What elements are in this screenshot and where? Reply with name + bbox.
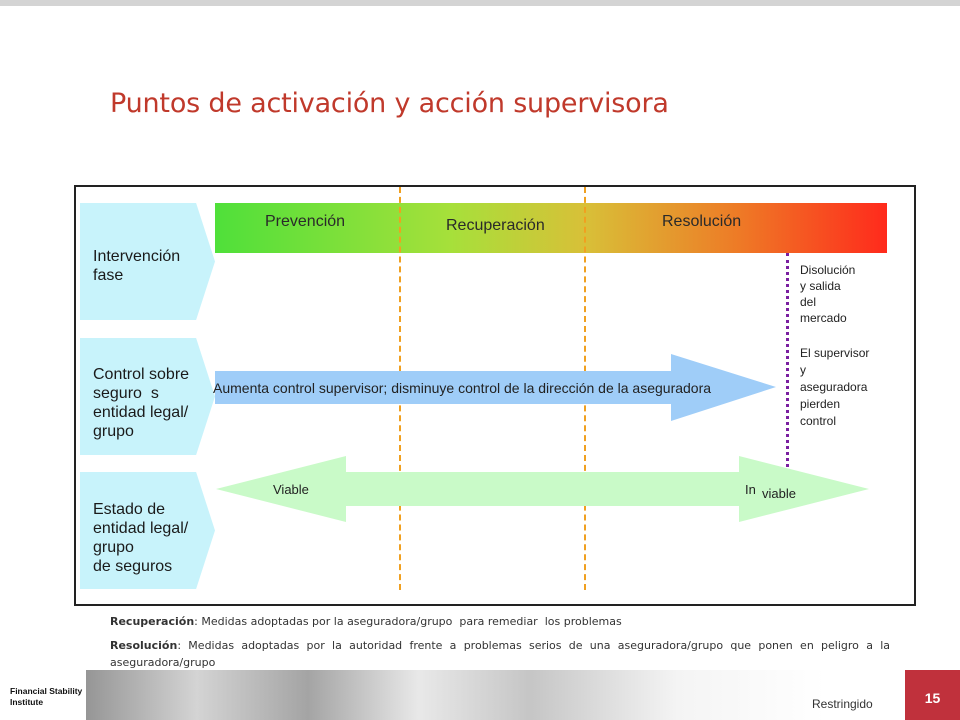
row-label-line: Estado de bbox=[93, 501, 166, 518]
definition-term: Recuperación bbox=[110, 615, 195, 628]
side-note-line: control bbox=[800, 414, 837, 428]
definition-term: Resolución bbox=[110, 639, 178, 652]
side-note-line: mercado bbox=[800, 311, 847, 325]
row-label-line: Control sobre bbox=[93, 366, 190, 383]
side-note-line: Disolución bbox=[800, 263, 856, 277]
definition-recuperacion bbox=[110, 613, 900, 630]
phase-prevencion: Prevención bbox=[265, 213, 346, 230]
side-note-line: y bbox=[800, 363, 806, 377]
dotted-divider-resolucion bbox=[786, 253, 789, 467]
definition-resolucion bbox=[110, 637, 890, 671]
side-note-line: El supervisor bbox=[800, 346, 870, 360]
slide-title: Puntos de activación y acción supervisora bbox=[110, 88, 669, 119]
inviable-label-suffix: viable bbox=[762, 486, 796, 501]
definition-text: : Medidas adoptadas por la autoridad frente a problemas serios de una aseguradora/grupo que ponen en peligro a la aseguradora/grupo bbox=[110, 639, 890, 669]
side-note-line: pierden bbox=[800, 397, 841, 411]
side-note-line: del bbox=[800, 295, 817, 309]
row-label-line: seguro s bbox=[93, 385, 159, 402]
viable-label: Viable bbox=[273, 482, 309, 497]
classification-label: Restringido bbox=[812, 697, 873, 711]
logo-line: Institute bbox=[10, 697, 44, 707]
control-arrow-label: Aumenta control supervisor; disminuye control de la dirección de la aseguradora bbox=[213, 380, 712, 396]
row-label-line: fase bbox=[93, 267, 124, 284]
row-label-line: grupo bbox=[93, 423, 134, 440]
side-note-line: aseguradora bbox=[800, 380, 868, 394]
phase-recuperacion: Recuperación bbox=[446, 217, 545, 234]
row-label-line: entidad legal/ bbox=[93, 404, 189, 421]
definition-text: : Medidas adoptadas por la aseguradora/grupo para remediar los problemas bbox=[194, 615, 622, 628]
side-note-line: y salida bbox=[800, 279, 841, 293]
footer-building-image bbox=[86, 670, 826, 720]
row-label-line: grupo bbox=[93, 539, 134, 556]
row-label-line: de seguros bbox=[93, 558, 173, 575]
page-number: 15 bbox=[924, 690, 941, 706]
inviable-label-prefix: In bbox=[745, 482, 756, 497]
side-note-supervisor bbox=[800, 345, 869, 430]
row-label-line: Intervención bbox=[93, 248, 181, 265]
logo-line: Financial Stability bbox=[10, 686, 83, 696]
side-note-disolucion bbox=[800, 262, 855, 326]
fsi-logo bbox=[10, 686, 82, 708]
phase-resolucion: Resolución bbox=[662, 213, 742, 230]
row-label-line: entidad legal/ bbox=[93, 520, 189, 537]
